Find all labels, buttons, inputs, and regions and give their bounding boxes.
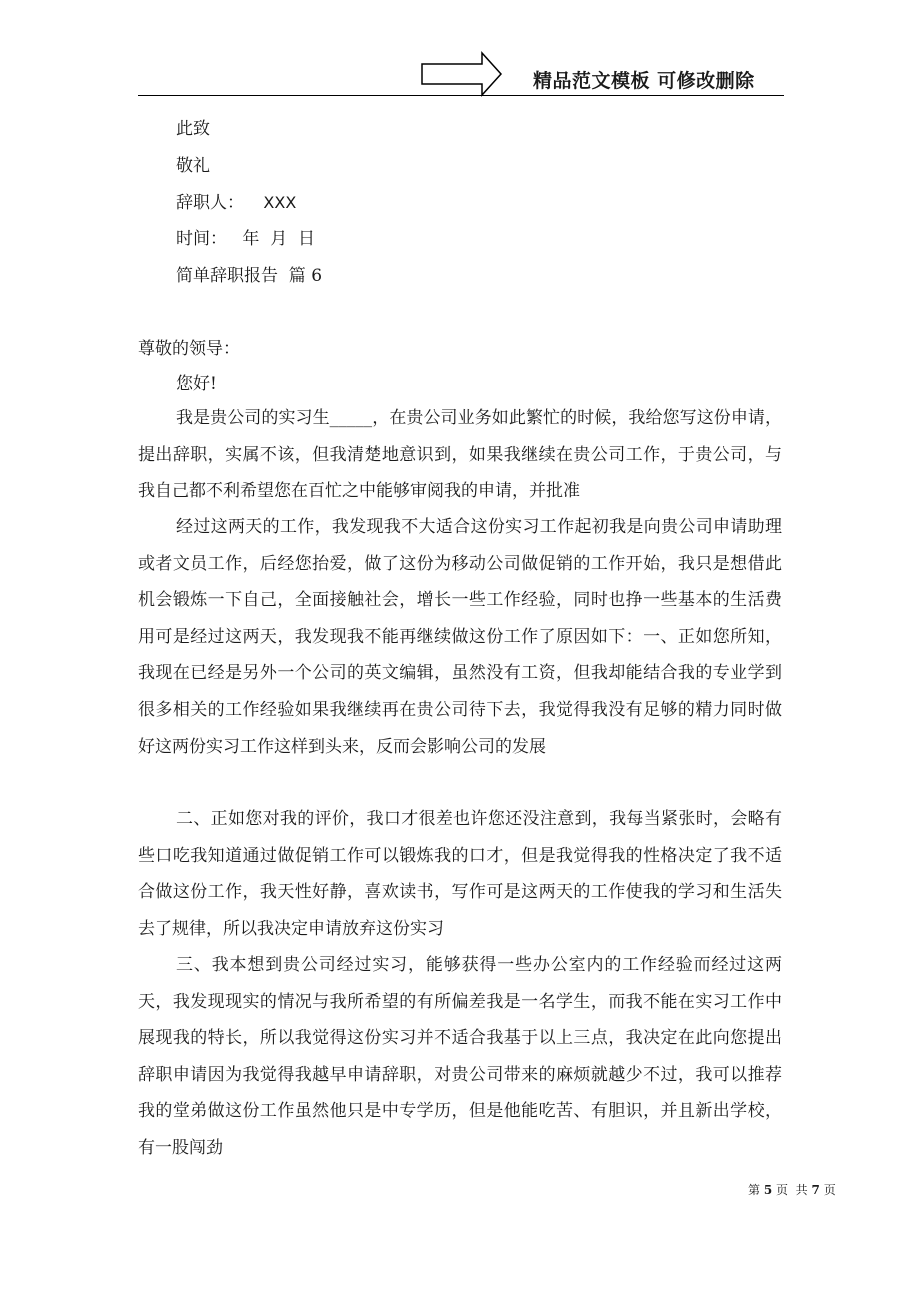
paragraph-3: 二、正如您对我的评价，我口才很差也许您还没注意到，我每当紧张时，会略有些口吃我知道通过做促销工作可以锻炼我的口才，但是我觉得我的性格决定了我不适合做这份工作，我天性好静，喜欢读书，写作可是这两天的工作使我的学习和生活失去了规律，所以我决定申请放弃这份实习 [138, 809, 782, 939]
paragraph-2: 经过这两天的工作，我发现我不大适合这份实习工作起初我是向贵公司申请助理或者文员工作，后经您抬爱，做了这份为移动公司做促销的工作开始，我只是想借此机会锻炼一下自己，全面接触社会，增长一些工作经验，同时也挣一些基本的生活费用可是经过这两天，我发现我不能再继续做这份工作了原因如下：一、正如您所知，我现在已经是另外一个公司的英文编辑，虽然没有工资，但我却能结合我的专业学到很多相关的工作经验如果我继续再在贵公司待下去，我觉得我没有足够的精力同时做好这两份实习工作这样到头来，反而会影响公司的发展 [138, 517, 782, 757]
resigner-name: XXX [263, 193, 297, 212]
paragraph-4: 三、我本想到贵公司经过实习，能够获得一些办公室内的工作经验而经过这两天，我发现现实的情况与我所希望的有所偏差我是一名学生，而我不能在实习工作中展现我的特长，所以我觉得这份实习并不适合我基于以上三点，我决定在此向您提出辞职申请因为我觉得我越早申请辞职，对贵公司带来的麻烦就越少不过，我可以推荐我的堂弟做这份工作虽然他只是中专学历，但是他能吃苦、有胆识，并且新出学校，有一股闯劲 [138, 955, 782, 1158]
salutation: 此致 [176, 119, 210, 139]
resigner-line [176, 192, 296, 214]
header-title: 精品范文模板 可修改删除 [533, 70, 755, 92]
current-page: 5 [763, 1183, 773, 1197]
arrow-icon [420, 50, 504, 98]
date-text: 年 月 日 [242, 229, 316, 249]
page-number: 第 5 页 共 7 页 [748, 1183, 836, 1197]
header-divider [138, 95, 784, 96]
paragraph-1: 我是贵公司的实习生_____，在贵公司业务如此繁忙的时候，我给您写这份申请，提出辞职，实属不该，但我清楚地意识到，如果我继续在贵公司工作，于贵公司，与我自己都不利希望您在百忙之中能够审阅我的申请，并批准 [138, 408, 782, 502]
section-title: 简单辞职报告 篇 6 [176, 266, 323, 286]
addressee: 尊敬的领导： [138, 339, 240, 359]
regards: 敬礼 [176, 156, 210, 176]
date-line [176, 228, 315, 250]
time-label: 时间： [176, 229, 227, 249]
greeting: 您好! [176, 374, 217, 394]
total-pages: 7 [811, 1183, 820, 1197]
resigner-label: 辞职人： [176, 193, 244, 213]
